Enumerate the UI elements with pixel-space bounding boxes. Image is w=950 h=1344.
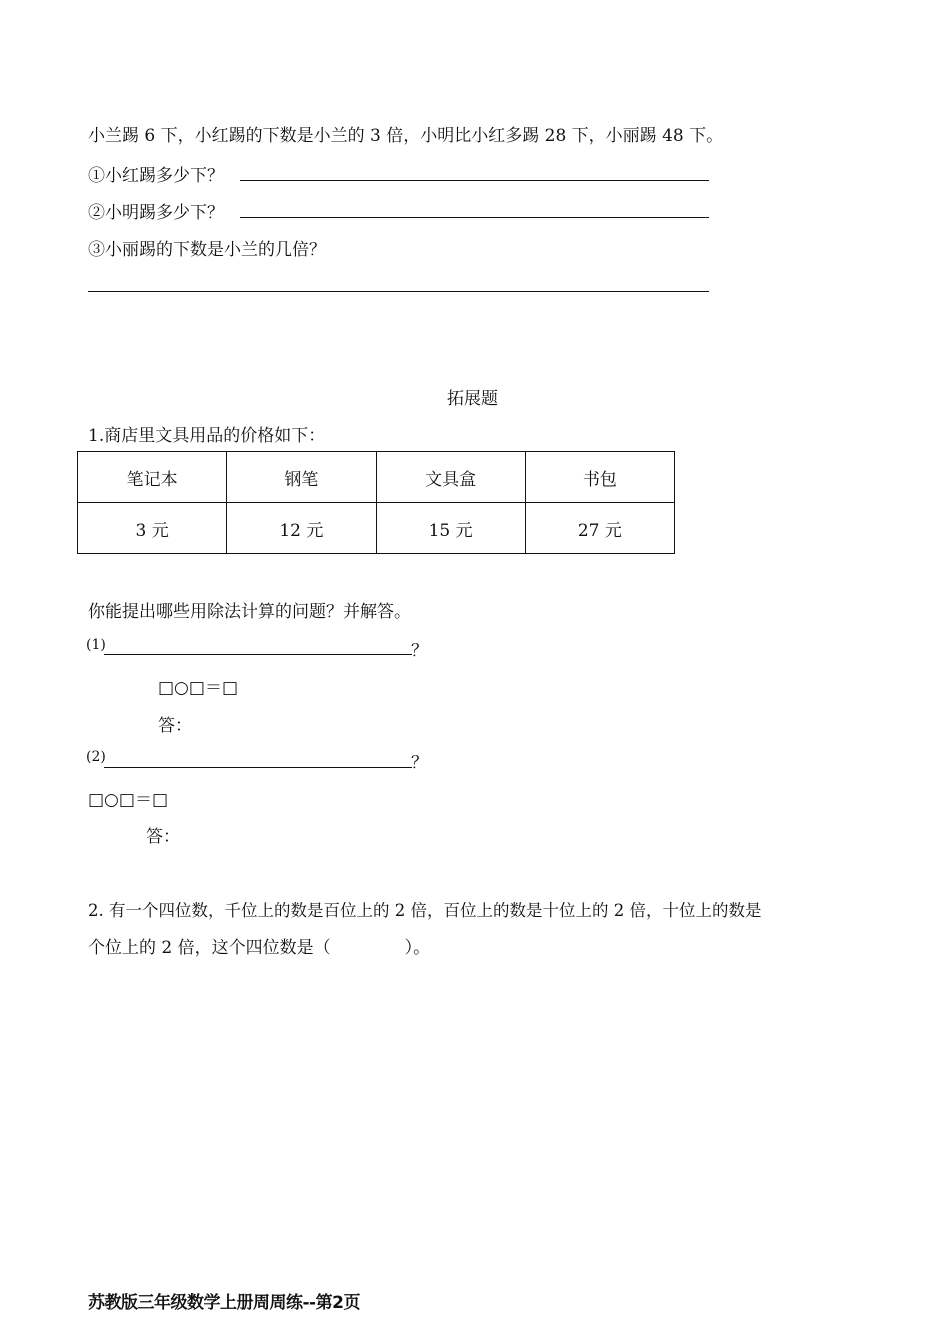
- answer-line-2[interactable]: [240, 217, 709, 218]
- table-cell-item: 钢笔: [227, 452, 376, 503]
- page-footer: 苏教版三年级数学上册周周练--第2页: [88, 1293, 360, 1313]
- answer-line-1[interactable]: [240, 180, 709, 181]
- sub-question-2-line[interactable]: [104, 767, 412, 768]
- question-3: ③小丽踢的下数是小兰的几倍？: [88, 240, 326, 260]
- question-2: ②小明踢多少下？: [88, 203, 224, 223]
- table-row-prices: [78, 503, 675, 554]
- table-cell-price: 27 元: [525, 503, 674, 554]
- task-2-text: 个位上的 2 倍，这个四位数是（: [88, 938, 331, 958]
- table-cell-price: 3 元: [78, 503, 227, 554]
- table-cell-price: 12 元: [227, 503, 376, 554]
- sub-question-1-line[interactable]: [104, 654, 412, 655]
- sub-question-1-label: (1): [86, 637, 106, 653]
- task-1-title: 1.商店里文具用品的价格如下：: [88, 426, 326, 446]
- problem-intro: 小兰踢 6 下，小红踢的下数是小兰的 3 倍，小明比小红多踢 28 下，小丽踢 48 下。: [88, 126, 724, 146]
- sub-question-1-qmark: ？: [411, 641, 428, 661]
- table-cell-price: 15 元: [376, 503, 525, 554]
- sub-question-2-label: (2): [86, 749, 106, 765]
- task-1-prompt: 你能提出哪些用除法计算的问题？并解答。: [88, 602, 411, 622]
- equation-2: □○□＝□: [88, 790, 169, 810]
- equation-1: □○□＝□: [158, 678, 239, 698]
- table-cell-item: 文具盒: [376, 452, 525, 503]
- price-table: [77, 451, 675, 554]
- question-1: ①小红踢多少下？: [88, 166, 224, 186]
- section-title: 拓展题: [447, 389, 498, 409]
- task-2-text-end: ）。: [404, 938, 431, 958]
- answer-label-1: 答：: [158, 716, 192, 736]
- task-2-line-2: [88, 933, 430, 958]
- table-cell-item: 笔记本: [78, 452, 227, 503]
- answer-label-2: 答：: [146, 827, 180, 847]
- table-cell-item: 书包: [525, 452, 674, 503]
- table-row-items: [78, 452, 675, 503]
- task-2-line-1: 2. 有一个四位数，千位上的数是百位上的 2 倍，百位上的数是十位上的 2 倍，十位上的数是: [88, 901, 762, 920]
- answer-line-3[interactable]: [88, 291, 709, 292]
- sub-question-2-qmark: ？: [411, 753, 428, 773]
